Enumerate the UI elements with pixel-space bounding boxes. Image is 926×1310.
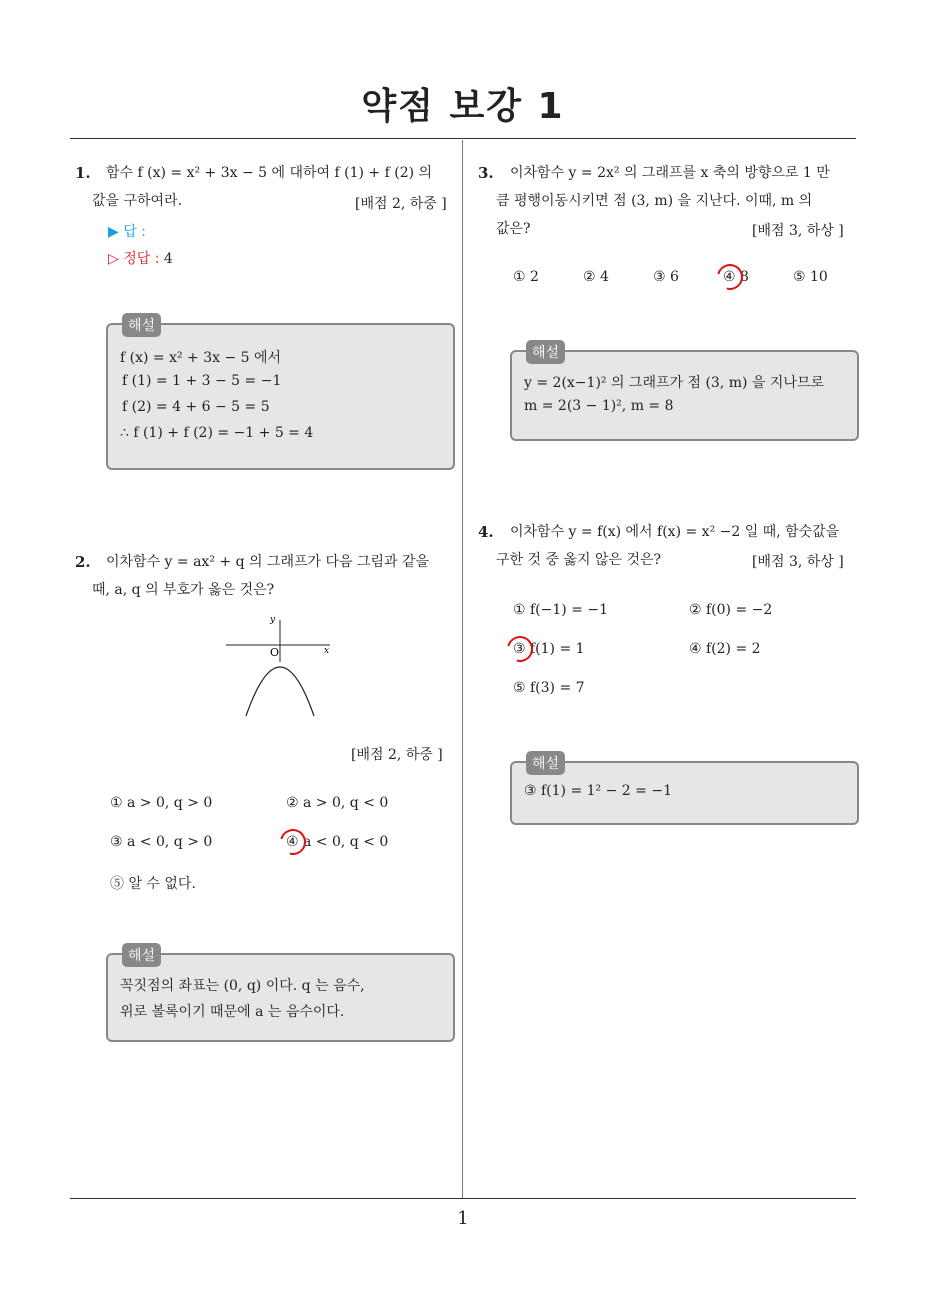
y-axis-label: y (270, 615, 276, 625)
explanation-line: y = 2(x−1)² 의 그래프가 점 (3, m) 을 지나므로 (524, 375, 824, 391)
option-1[interactable]: ① a > 0, q > 0 (110, 795, 213, 811)
option-3[interactable]: ③ a < 0, q > 0 (110, 834, 213, 850)
question-text: 값은? (496, 221, 531, 237)
score-meta: [배점 2, 하중 ] (351, 747, 443, 763)
selected-answer-circle (502, 631, 538, 667)
question-text: 이차함수 y = 2x² 의 그래프를 x 축의 방향으로 1 만 (510, 165, 830, 181)
option-5[interactable]: ⑤ f(3) = 7 (513, 680, 585, 696)
explanation-line: ∴ f (1) + f (2) = −1 + 5 = 4 (120, 425, 314, 441)
question-number: 2. (75, 553, 91, 571)
top-divider (70, 138, 856, 139)
page-number: 1 (457, 1208, 469, 1229)
selected-answer-circle (275, 824, 311, 860)
question-number: 4. (478, 523, 494, 541)
option-2[interactable]: ② 4 (583, 269, 609, 285)
question-text: 이차함수 y = ax² + q 의 그래프가 다음 그림과 같을 (106, 554, 430, 570)
option-1[interactable]: ① 2 (513, 269, 539, 285)
explanation-line: 꼭짓점의 좌표는 (0, q) 이다. q 는 음수, (120, 978, 365, 994)
parabola-graph (226, 612, 336, 720)
question-text: 값을 구하여라. (92, 193, 183, 209)
explanation-line: f (x) = x² + 3x − 5 에서 (120, 350, 282, 366)
explanation-line: 위로 볼록이기 때문에 a 는 음수이다. (120, 1004, 345, 1020)
question-text: 큼 평행이동시키면 점 (3, m) 을 지난다. 이때, m 의 (496, 193, 813, 209)
explanation-tag: 해설 (526, 340, 565, 364)
question-text: 때, a, q 의 부호가 옳은 것은? (92, 582, 275, 598)
explanation-line: ③ f(1) = 1² − 2 = −1 (524, 783, 672, 799)
option-1[interactable]: ① f(−1) = −1 (513, 602, 609, 618)
option-4[interactable]: ④ 8 (723, 269, 749, 285)
question-text: 이차함수 y = f(x) 에서 f(x) = x² −2 일 때, 함숫값을 (510, 524, 840, 540)
question-text: 구한 것 중 옳지 않은 것은? (496, 552, 661, 568)
explanation-tag: 해설 (526, 751, 565, 775)
page-title: 약점 보강 1 (361, 86, 565, 127)
question-number: 1. (75, 164, 91, 182)
option-2[interactable]: ② f(0) = −2 (689, 602, 773, 618)
correct-answer-label: ▷ 정답 : (108, 251, 160, 267)
score-meta: [배점 2, 하중 ] (355, 196, 447, 212)
option-5[interactable]: ⑤ 10 (793, 269, 828, 285)
explanation-line: f (2) = 4 + 6 − 5 = 5 (122, 399, 270, 415)
question-number: 3. (478, 164, 494, 182)
correct-answer (108, 248, 173, 268)
explanation-line: f (1) = 1 + 3 − 5 = −1 (122, 373, 282, 389)
explanation-box (106, 318, 455, 470)
question-text: 함수 f (x) = x² + 3x − 5 에 대하여 f (1) + f (2) 의 (106, 165, 433, 181)
option-3[interactable]: ③ 6 (653, 269, 679, 285)
score-meta: [배점 3, 하상 ] (752, 223, 844, 239)
score-meta: [배점 3, 하상 ] (752, 554, 844, 570)
option-4[interactable]: ④ f(2) = 2 (689, 641, 761, 657)
explanation-box (106, 948, 455, 1042)
x-axis-label: x (324, 646, 330, 656)
origin-label: O (270, 646, 280, 659)
explanation-tag: 해설 (122, 313, 161, 337)
explanation-box (510, 756, 859, 825)
column-divider (462, 140, 463, 1198)
selected-answer-circle (712, 259, 748, 295)
parabola-curve (246, 667, 314, 716)
option-3[interactable]: ③ f(1) = 1 (513, 641, 585, 657)
option-4[interactable]: ④ a < 0, q < 0 (286, 834, 389, 850)
option-2[interactable]: ② a > 0, q < 0 (286, 795, 389, 811)
explanation-line: m = 2(3 − 1)², m = 8 (524, 398, 674, 414)
bottom-divider (70, 1198, 856, 1199)
explanation-tag: 해설 (122, 943, 161, 967)
answer-label: ▶ 답 : (108, 224, 146, 240)
correct-answer-value: 4 (163, 251, 173, 267)
option-5[interactable]: ⑤ 알 수 없다. (110, 876, 196, 892)
explanation-box (510, 345, 859, 441)
